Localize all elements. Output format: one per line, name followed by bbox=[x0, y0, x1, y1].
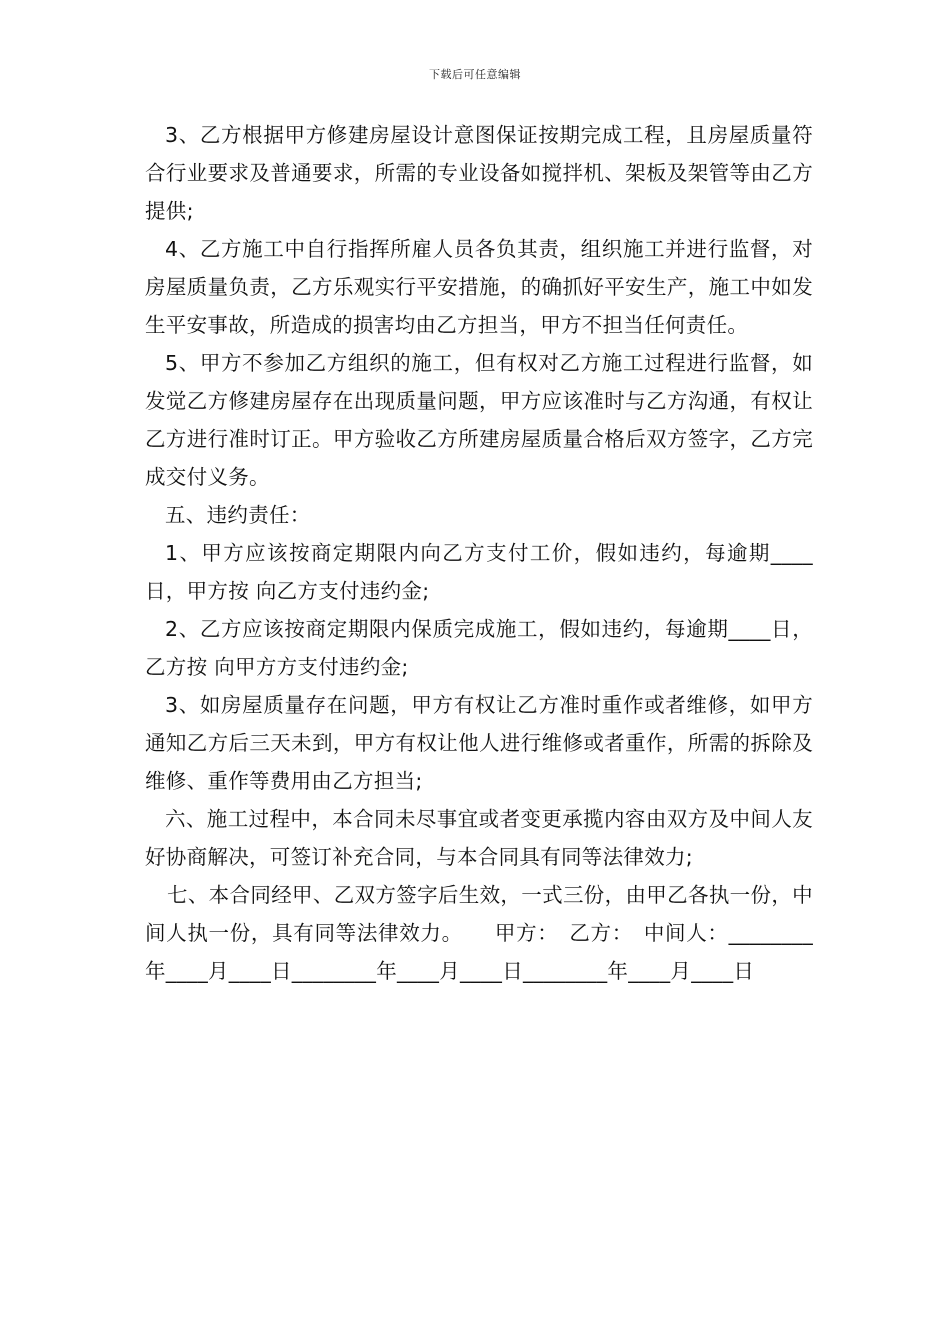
header-note: 下载后可任意编辑 bbox=[429, 68, 521, 81]
section-six-paragraph: 六、施工过程中，本合同未尽事宜或者变更承揽内容由双方及中间人友好协商解决，可签订补充合同，与本合同具有同等法律效力; bbox=[145, 807, 813, 869]
clause-3-paragraph: 3、乙方根据甲方修建房屋设计意图保证按期完成工程，且房屋质量符合行业要求及普通要求，所需的专业设备如搅拌机、架板及架管等由乙方提供; bbox=[145, 123, 813, 223]
section-seven-signature-paragraph: 七、本合同经甲、乙双方签字后生效，一式三份，由甲乙各执一份，中间人执一份，具有同等法律效力。 甲方： 乙方： 中间人：________年____月____日________年____月____日________年____月____日 bbox=[145, 883, 813, 983]
breach-clause-3-paragraph: 3、如房屋质量存在问题，甲方有权让乙方准时重作或者维修，如甲方通知乙方后三天未到，甲方有权让他人进行维修或者重作，所需的拆除及维修、重作等费用由乙方担当; bbox=[145, 693, 813, 793]
breach-clause-1-paragraph: 1、甲方应该按商定期限内向乙方支付工价，假如违约，每逾期____日，甲方按 向乙方支付违约金; bbox=[145, 541, 813, 603]
section-five-heading: 五、违约责任： bbox=[165, 503, 311, 527]
clause-5-paragraph: 5、甲方不参加乙方组织的施工，但有权对乙方施工过程进行监督，如发觉乙方修建房屋存在出现质量问题，甲方应该准时与乙方沟通，有权让乙方进行准时订正。甲方验收乙方所建房屋质量合格后双方签字，乙方完成交付义务。 bbox=[145, 351, 813, 489]
clause-4-paragraph: 4、乙方施工中自行指挥所雇人员各负其责，组织施工并进行监督，对房屋质量负责，乙方乐观实行平安措施，的确抓好平安生产，施工中如发生平安事故，所造成的损害均由乙方担当，甲方不担当任何责任。 bbox=[145, 237, 813, 337]
document-body bbox=[145, 116, 813, 990]
breach-clause-2-paragraph: 2、乙方应该按商定期限内保质完成施工，假如违约，每逾期____日，乙方按 向甲方方支付违约金; bbox=[145, 617, 813, 679]
